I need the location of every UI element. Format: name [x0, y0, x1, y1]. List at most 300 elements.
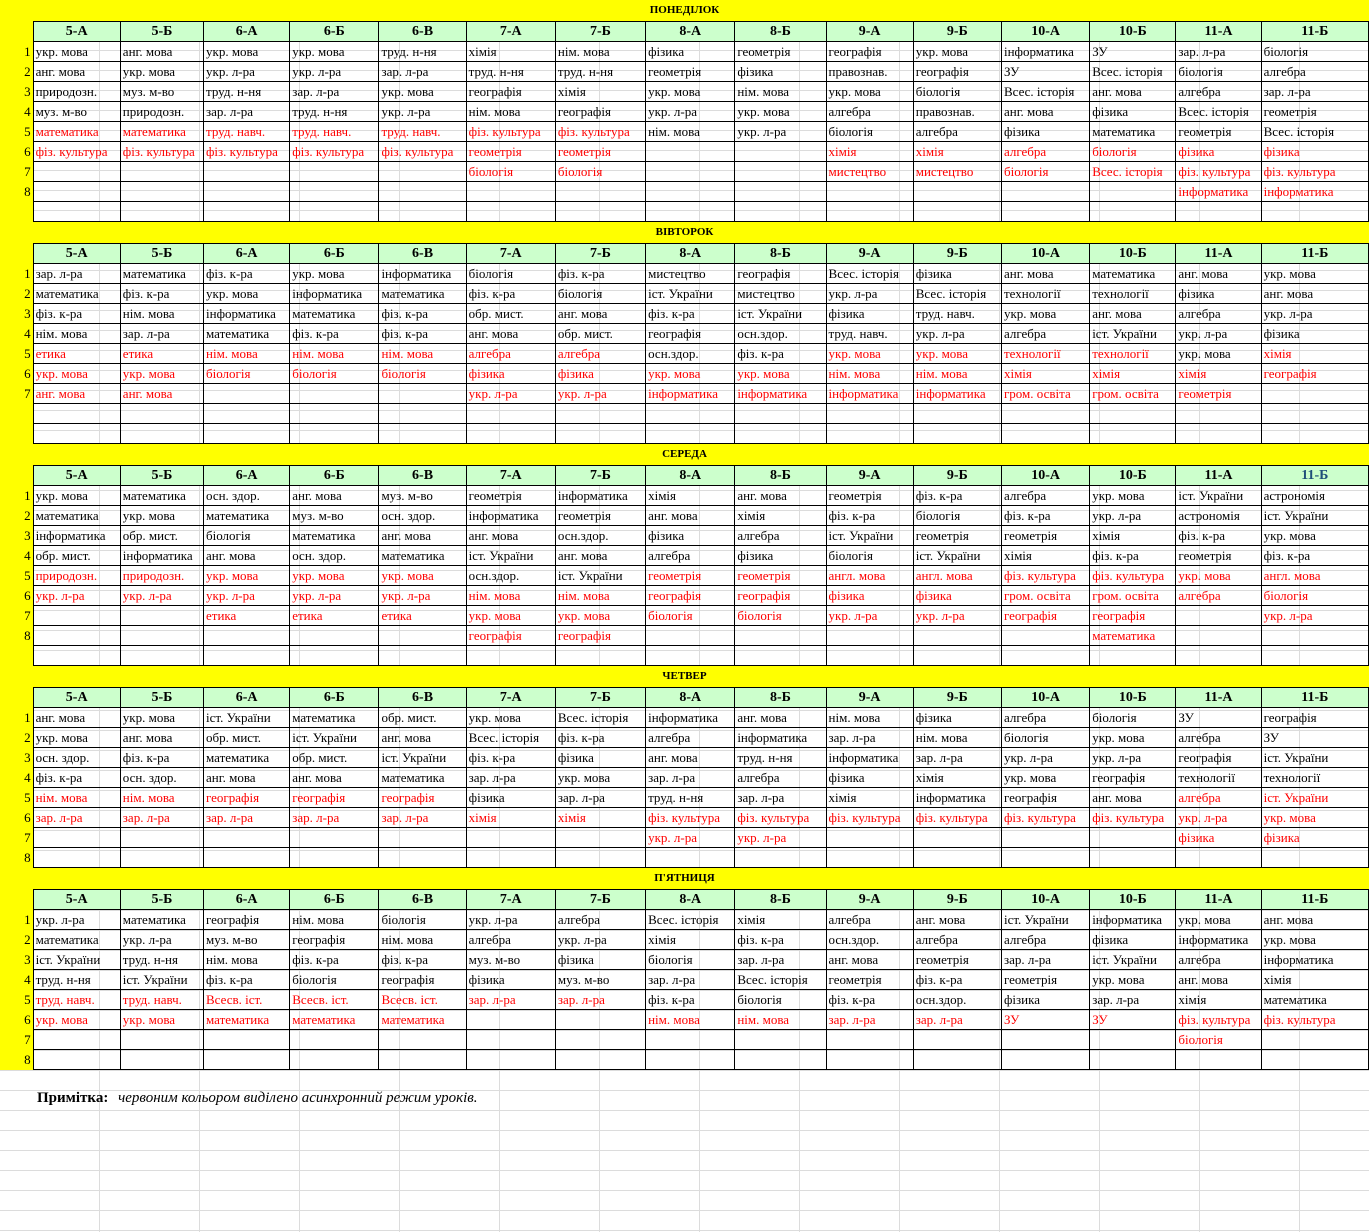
lesson-cell[interactable]: укр. л-ра [204, 586, 290, 606]
lesson-cell[interactable]: хімія [1090, 364, 1176, 384]
lesson-cell[interactable]: математика [33, 930, 120, 950]
lesson-cell[interactable]: фізика [826, 304, 913, 324]
lesson-cell[interactable]: алгебра [735, 526, 826, 546]
lesson-cell[interactable]: укр. мова [204, 284, 290, 304]
lesson-cell[interactable]: ЗУ [1176, 708, 1261, 728]
lesson-cell[interactable] [379, 1030, 466, 1050]
lesson-cell[interactable] [913, 848, 1001, 868]
lesson-cell[interactable]: алгебра [1176, 788, 1261, 808]
lesson-cell[interactable] [826, 828, 913, 848]
lesson-cell[interactable]: географія [1090, 768, 1176, 788]
lesson-cell[interactable]: анг. мова [120, 384, 203, 404]
lesson-cell[interactable] [290, 202, 379, 222]
lesson-cell[interactable]: географія [646, 324, 735, 344]
lesson-cell[interactable]: математика [379, 546, 466, 566]
lesson-cell[interactable]: укр. л-ра [290, 586, 379, 606]
lesson-cell[interactable]: технології [1090, 344, 1176, 364]
lesson-cell[interactable]: алгебра [1001, 142, 1089, 162]
lesson-cell[interactable]: фізика [1176, 284, 1261, 304]
lesson-cell[interactable] [646, 1030, 735, 1050]
lesson-cell[interactable]: анг. мова [735, 708, 826, 728]
lesson-cell[interactable] [204, 828, 290, 848]
lesson-cell[interactable]: астрономія [1261, 486, 1368, 506]
lesson-cell[interactable]: фіз. к-ра [555, 728, 645, 748]
lesson-cell[interactable]: обр. мист. [33, 546, 120, 566]
lesson-cell[interactable] [1176, 404, 1261, 424]
lesson-cell[interactable] [379, 162, 466, 182]
lesson-cell[interactable]: фіз. к-ра [466, 284, 555, 304]
lesson-cell[interactable] [646, 202, 735, 222]
lesson-cell[interactable]: укр. мова [379, 82, 466, 102]
lesson-cell[interactable]: іст. України [913, 546, 1001, 566]
lesson-cell[interactable]: фіз. к-ра [379, 304, 466, 324]
lesson-cell[interactable]: нім. мова [290, 910, 379, 930]
lesson-cell[interactable]: укр. мова [1090, 970, 1176, 990]
lesson-cell[interactable] [466, 202, 555, 222]
lesson-cell[interactable] [1090, 828, 1176, 848]
lesson-cell[interactable]: Всес. історія [826, 264, 913, 284]
lesson-cell[interactable]: укр. л-ра [826, 606, 913, 626]
lesson-cell[interactable]: хімія [1090, 526, 1176, 546]
lesson-cell[interactable]: природозн. [33, 566, 120, 586]
lesson-cell[interactable]: іст. України [466, 546, 555, 566]
lesson-cell[interactable]: геометрія [466, 142, 555, 162]
lesson-cell[interactable]: геометрія [1176, 122, 1261, 142]
lesson-cell[interactable] [290, 1050, 379, 1070]
lesson-cell[interactable]: математика [120, 486, 203, 506]
lesson-cell[interactable]: фіз. к-ра [1176, 526, 1261, 546]
lesson-cell[interactable]: муз. м-во [33, 102, 120, 122]
lesson-cell[interactable]: геометрія [1176, 546, 1261, 566]
lesson-cell[interactable]: зар. л-ра [379, 808, 466, 828]
lesson-cell[interactable]: фізика [1261, 828, 1368, 848]
lesson-cell[interactable]: укр. л-ра [1261, 304, 1368, 324]
lesson-cell[interactable]: фіз. к-ра [913, 486, 1001, 506]
lesson-cell[interactable] [826, 404, 913, 424]
lesson-cell[interactable]: математика [379, 284, 466, 304]
lesson-cell[interactable]: етика [379, 606, 466, 626]
lesson-cell[interactable]: укр. мова [913, 42, 1001, 62]
lesson-cell[interactable]: зар. л-ра [646, 768, 735, 788]
lesson-cell[interactable]: геометрія [1176, 384, 1261, 404]
lesson-cell[interactable]: труд. навч. [290, 122, 379, 142]
lesson-cell[interactable]: географія [1001, 788, 1089, 808]
lesson-cell[interactable]: фізика [1001, 990, 1089, 1010]
lesson-cell[interactable] [33, 646, 120, 666]
lesson-cell[interactable]: укр. л-ра [120, 586, 203, 606]
lesson-cell[interactable]: укр. мова [1261, 264, 1368, 284]
lesson-cell[interactable]: хімія [1001, 546, 1089, 566]
lesson-cell[interactable]: іст. України [204, 708, 290, 728]
lesson-cell[interactable] [646, 646, 735, 666]
lesson-cell[interactable]: правознав. [913, 102, 1001, 122]
lesson-cell[interactable] [913, 1050, 1001, 1070]
lesson-cell[interactable]: біологія [826, 546, 913, 566]
lesson-cell[interactable]: інформатика [1176, 182, 1261, 202]
lesson-cell[interactable] [826, 646, 913, 666]
lesson-cell[interactable]: інформатика [466, 506, 555, 526]
lesson-cell[interactable]: анг. мова [33, 384, 120, 404]
lesson-cell[interactable] [466, 182, 555, 202]
lesson-cell[interactable]: біологія [1001, 162, 1089, 182]
lesson-cell[interactable]: зар. л-ра [913, 748, 1001, 768]
lesson-cell[interactable]: алгебра [555, 344, 645, 364]
lesson-cell[interactable] [379, 384, 466, 404]
lesson-cell[interactable] [466, 1050, 555, 1070]
lesson-cell[interactable]: осн.здор. [826, 930, 913, 950]
lesson-cell[interactable] [33, 1050, 120, 1070]
lesson-cell[interactable] [913, 646, 1001, 666]
lesson-cell[interactable]: ЗУ [1261, 728, 1368, 748]
lesson-cell[interactable]: хімія [1261, 344, 1368, 364]
lesson-cell[interactable]: хімія [1176, 364, 1261, 384]
lesson-cell[interactable] [33, 404, 120, 424]
lesson-cell[interactable] [1090, 848, 1176, 868]
lesson-cell[interactable]: укр. мова [120, 708, 203, 728]
lesson-cell[interactable]: ЗУ [1001, 62, 1089, 82]
lesson-cell[interactable]: укр. мова [1261, 930, 1368, 950]
lesson-cell[interactable] [1090, 646, 1176, 666]
lesson-cell[interactable]: інформатика [913, 788, 1001, 808]
lesson-cell[interactable] [1001, 404, 1089, 424]
lesson-cell[interactable]: географія [555, 626, 645, 646]
lesson-cell[interactable]: укр. л-ра [826, 284, 913, 304]
lesson-cell[interactable] [204, 202, 290, 222]
lesson-cell[interactable]: анг. мова [204, 768, 290, 788]
lesson-cell[interactable]: нім. мова [466, 586, 555, 606]
lesson-cell[interactable]: біологія [555, 162, 645, 182]
lesson-cell[interactable]: укр. мова [913, 344, 1001, 364]
lesson-cell[interactable]: хімія [913, 142, 1001, 162]
lesson-cell[interactable]: труд. навч. [826, 324, 913, 344]
lesson-cell[interactable]: математика [204, 324, 290, 344]
lesson-cell[interactable]: географія [555, 102, 645, 122]
lesson-cell[interactable]: нім. мова [913, 364, 1001, 384]
lesson-cell[interactable]: технології [1261, 768, 1368, 788]
lesson-cell[interactable]: алгебра [1001, 708, 1089, 728]
lesson-cell[interactable]: геометрія [826, 970, 913, 990]
lesson-cell[interactable]: фіз. культура [555, 122, 645, 142]
lesson-cell[interactable]: зар. л-ра [826, 1010, 913, 1030]
lesson-cell[interactable]: фізика [555, 748, 645, 768]
lesson-cell[interactable] [1261, 424, 1368, 444]
lesson-cell[interactable] [1001, 848, 1089, 868]
lesson-cell[interactable] [555, 1010, 645, 1030]
lesson-cell[interactable]: фіз. к-ра [33, 304, 120, 324]
lesson-cell[interactable]: географія [204, 788, 290, 808]
lesson-cell[interactable] [204, 162, 290, 182]
lesson-cell[interactable]: математика [379, 768, 466, 788]
lesson-cell[interactable] [290, 162, 379, 182]
lesson-cell[interactable]: іст. України [290, 728, 379, 748]
lesson-cell[interactable]: фізика [1001, 122, 1089, 142]
lesson-cell[interactable]: зар. л-ра [646, 970, 735, 990]
lesson-cell[interactable] [120, 606, 203, 626]
lesson-cell[interactable]: інформатика [379, 264, 466, 284]
lesson-cell[interactable] [120, 1050, 203, 1070]
lesson-cell[interactable]: біологія [379, 364, 466, 384]
lesson-cell[interactable]: зар. л-ра [1176, 42, 1261, 62]
lesson-cell[interactable]: Всес. історія [1176, 102, 1261, 122]
lesson-cell[interactable]: фіз. культура [826, 808, 913, 828]
lesson-cell[interactable]: Всес. історія [466, 728, 555, 748]
lesson-cell[interactable]: географія [379, 788, 466, 808]
lesson-cell[interactable]: біологія [735, 990, 826, 1010]
lesson-cell[interactable]: геометрія [1001, 970, 1089, 990]
lesson-cell[interactable]: алгебра [1001, 486, 1089, 506]
lesson-cell[interactable]: іст. України [1261, 506, 1368, 526]
lesson-cell[interactable]: математика [290, 708, 379, 728]
lesson-cell[interactable]: укр. мова [1090, 486, 1176, 506]
lesson-cell[interactable]: етика [290, 606, 379, 626]
lesson-cell[interactable]: алгебра [646, 728, 735, 748]
lesson-cell[interactable]: англ. мова [913, 566, 1001, 586]
lesson-cell[interactable]: обр. мист. [466, 304, 555, 324]
lesson-cell[interactable]: математика [290, 304, 379, 324]
lesson-cell[interactable]: географія [466, 626, 555, 646]
lesson-cell[interactable] [379, 182, 466, 202]
lesson-cell[interactable]: хімія [826, 788, 913, 808]
lesson-cell[interactable]: анг. мова [1001, 102, 1089, 122]
lesson-cell[interactable]: труд. н-ня [555, 62, 645, 82]
lesson-cell[interactable]: укр. л-ра [1176, 324, 1261, 344]
lesson-cell[interactable]: гром. освіта [1001, 384, 1089, 404]
lesson-cell[interactable]: фіз. культура [1090, 566, 1176, 586]
lesson-cell[interactable] [735, 646, 826, 666]
lesson-cell[interactable]: математика [1090, 626, 1176, 646]
lesson-cell[interactable]: укр. мова [1176, 910, 1261, 930]
lesson-cell[interactable]: фізика [1261, 142, 1368, 162]
lesson-cell[interactable]: фіз. к-ра [120, 748, 203, 768]
lesson-cell[interactable]: інформатика [826, 748, 913, 768]
lesson-cell[interactable]: біологія [1176, 62, 1261, 82]
lesson-cell[interactable]: укр. л-ра [1090, 506, 1176, 526]
lesson-cell[interactable] [1090, 1050, 1176, 1070]
lesson-cell[interactable]: Всес. історія [646, 910, 735, 930]
lesson-cell[interactable]: біологія [1090, 142, 1176, 162]
lesson-cell[interactable]: фіз. к-ра [379, 950, 466, 970]
lesson-cell[interactable]: алгебра [913, 122, 1001, 142]
lesson-cell[interactable]: геометрія [646, 62, 735, 82]
lesson-cell[interactable]: біологія [1261, 42, 1368, 62]
lesson-cell[interactable]: геометрія [555, 142, 645, 162]
lesson-cell[interactable]: хімія [1261, 970, 1368, 990]
lesson-cell[interactable]: геометрія [735, 42, 826, 62]
lesson-cell[interactable]: алгебра [555, 910, 645, 930]
lesson-cell[interactable]: нім. мова [120, 304, 203, 324]
lesson-cell[interactable]: укр. л-ра [120, 930, 203, 950]
lesson-cell[interactable]: технології [1001, 344, 1089, 364]
lesson-cell[interactable]: фізика [913, 264, 1001, 284]
lesson-cell[interactable]: обр. мист. [555, 324, 645, 344]
lesson-cell[interactable]: муз. м-во [120, 82, 203, 102]
lesson-cell[interactable]: математика [120, 264, 203, 284]
lesson-cell[interactable] [1001, 646, 1089, 666]
lesson-cell[interactable]: зар. л-ра [33, 808, 120, 828]
lesson-cell[interactable]: фіз. к-ра [204, 970, 290, 990]
lesson-cell[interactable] [1261, 202, 1368, 222]
lesson-cell[interactable]: гром. освіта [1090, 586, 1176, 606]
lesson-cell[interactable]: фіз. культура [735, 808, 826, 828]
lesson-cell[interactable]: укр. л-ра [913, 606, 1001, 626]
lesson-cell[interactable]: географія [826, 42, 913, 62]
lesson-cell[interactable]: фіз. к-ра [913, 970, 1001, 990]
lesson-cell[interactable]: укр. л-ра [735, 828, 826, 848]
lesson-cell[interactable] [913, 1030, 1001, 1050]
lesson-cell[interactable]: фіз. к-ра [1090, 546, 1176, 566]
lesson-cell[interactable]: математика [1261, 990, 1368, 1010]
lesson-cell[interactable] [913, 182, 1001, 202]
lesson-cell[interactable] [204, 404, 290, 424]
lesson-cell[interactable] [913, 626, 1001, 646]
lesson-cell[interactable]: осн.здор. [646, 344, 735, 364]
lesson-cell[interactable] [466, 424, 555, 444]
lesson-cell[interactable] [646, 404, 735, 424]
lesson-cell[interactable] [466, 1010, 555, 1030]
lesson-cell[interactable]: мистецтво [735, 284, 826, 304]
lesson-cell[interactable]: анг. мова [466, 526, 555, 546]
lesson-cell[interactable] [1261, 626, 1368, 646]
lesson-cell[interactable]: анг. мова [735, 486, 826, 506]
lesson-cell[interactable]: анг. мова [826, 950, 913, 970]
lesson-cell[interactable]: нім. мова [379, 344, 466, 364]
lesson-cell[interactable]: укр. л-ра [913, 324, 1001, 344]
lesson-cell[interactable]: біологія [1090, 708, 1176, 728]
lesson-cell[interactable]: укр. мова [290, 42, 379, 62]
lesson-cell[interactable] [379, 848, 466, 868]
lesson-cell[interactable]: анг. мова [1261, 284, 1368, 304]
lesson-cell[interactable]: нім. мова [913, 728, 1001, 748]
lesson-cell[interactable]: анг. мова [1261, 910, 1368, 930]
lesson-cell[interactable]: укр. л-ра [33, 586, 120, 606]
lesson-cell[interactable]: етика [204, 606, 290, 626]
lesson-cell[interactable]: алгебра [1176, 586, 1261, 606]
lesson-cell[interactable]: фіз. культура [646, 808, 735, 828]
lesson-cell[interactable]: зар. л-ра [33, 264, 120, 284]
lesson-cell[interactable]: хімія [1001, 364, 1089, 384]
lesson-cell[interactable] [1001, 182, 1089, 202]
lesson-cell[interactable]: нім. мова [735, 1010, 826, 1030]
lesson-cell[interactable] [204, 424, 290, 444]
lesson-cell[interactable]: осн. здор. [33, 748, 120, 768]
lesson-cell[interactable]: укр. л-ра [466, 384, 555, 404]
lesson-cell[interactable]: правознав. [826, 62, 913, 82]
lesson-cell[interactable]: іст. України [646, 284, 735, 304]
lesson-cell[interactable]: зар. л-ра [826, 728, 913, 748]
lesson-cell[interactable]: мистецтво [913, 162, 1001, 182]
lesson-cell[interactable]: інформатика [120, 546, 203, 566]
lesson-cell[interactable] [120, 1030, 203, 1050]
lesson-cell[interactable]: анг. мова [913, 910, 1001, 930]
lesson-cell[interactable]: інформатика [646, 708, 735, 728]
lesson-cell[interactable]: нім. мова [466, 102, 555, 122]
lesson-cell[interactable]: іст. України [1090, 324, 1176, 344]
lesson-cell[interactable]: технології [1090, 284, 1176, 304]
lesson-cell[interactable]: нім. мова [826, 364, 913, 384]
lesson-cell[interactable]: інформатика [1261, 950, 1368, 970]
lesson-cell[interactable]: геометрія [913, 950, 1001, 970]
lesson-cell[interactable]: осн.здор. [735, 324, 826, 344]
lesson-cell[interactable] [646, 1050, 735, 1070]
lesson-cell[interactable] [826, 424, 913, 444]
lesson-cell[interactable]: фіз. к-ра [120, 284, 203, 304]
lesson-cell[interactable]: інформатика [913, 384, 1001, 404]
lesson-cell[interactable]: фізика [826, 586, 913, 606]
lesson-cell[interactable]: укр. мова [120, 364, 203, 384]
lesson-cell[interactable]: інформатика [826, 384, 913, 404]
lesson-cell[interactable]: математика [204, 748, 290, 768]
lesson-cell[interactable] [826, 202, 913, 222]
lesson-cell[interactable]: укр. мова [33, 728, 120, 748]
lesson-cell[interactable]: геометрія [735, 566, 826, 586]
lesson-cell[interactable]: іст. України [379, 748, 466, 768]
lesson-cell[interactable] [204, 384, 290, 404]
lesson-cell[interactable] [379, 1050, 466, 1070]
lesson-cell[interactable]: географія [735, 264, 826, 284]
lesson-cell[interactable]: біологія [735, 606, 826, 626]
lesson-cell[interactable]: анг. мова [1090, 304, 1176, 324]
lesson-cell[interactable]: фізика [735, 546, 826, 566]
lesson-cell[interactable]: хімія [735, 506, 826, 526]
lesson-cell[interactable] [646, 848, 735, 868]
lesson-cell[interactable]: біологія [1261, 586, 1368, 606]
lesson-cell[interactable]: анг. мова [379, 526, 466, 546]
lesson-cell[interactable]: укр. л-ра [646, 828, 735, 848]
lesson-cell[interactable]: Всес. історія [1090, 62, 1176, 82]
lesson-cell[interactable]: зар. л-ра [735, 788, 826, 808]
lesson-cell[interactable]: анг. мова [555, 546, 645, 566]
lesson-cell[interactable]: біологія [555, 284, 645, 304]
lesson-cell[interactable] [1001, 1050, 1089, 1070]
lesson-cell[interactable] [290, 182, 379, 202]
lesson-cell[interactable]: фізика [466, 364, 555, 384]
lesson-cell[interactable]: алгебра [826, 102, 913, 122]
lesson-cell[interactable]: укр. мова [204, 42, 290, 62]
lesson-cell[interactable]: укр. мова [379, 566, 466, 586]
lesson-cell[interactable] [1001, 828, 1089, 848]
lesson-cell[interactable] [826, 848, 913, 868]
lesson-cell[interactable]: фіз. к-ра [204, 264, 290, 284]
lesson-cell[interactable] [379, 828, 466, 848]
lesson-cell[interactable]: зар. л-ра [1261, 82, 1368, 102]
lesson-cell[interactable] [555, 202, 645, 222]
lesson-cell[interactable]: географія [1261, 364, 1368, 384]
lesson-cell[interactable]: анг. мова [1090, 788, 1176, 808]
lesson-cell[interactable]: укр. л-ра [1176, 808, 1261, 828]
lesson-cell[interactable] [379, 404, 466, 424]
lesson-cell[interactable]: географія [1261, 708, 1368, 728]
lesson-cell[interactable] [33, 1030, 120, 1050]
lesson-cell[interactable] [120, 848, 203, 868]
lesson-cell[interactable]: нім. мова [120, 788, 203, 808]
lesson-cell[interactable]: фіз. культура [1090, 808, 1176, 828]
lesson-cell[interactable]: фіз. к-ра [466, 748, 555, 768]
lesson-cell[interactable] [120, 646, 203, 666]
lesson-cell[interactable]: інформатика [646, 384, 735, 404]
lesson-cell[interactable]: природозн. [33, 82, 120, 102]
lesson-cell[interactable] [379, 626, 466, 646]
lesson-cell[interactable]: іст. України [735, 304, 826, 324]
lesson-cell[interactable]: біологія [826, 122, 913, 142]
lesson-cell[interactable]: зар. л-ра [204, 808, 290, 828]
lesson-cell[interactable]: укр. мова [466, 708, 555, 728]
lesson-cell[interactable]: нім. мова [204, 344, 290, 364]
lesson-cell[interactable]: нім. мова [555, 586, 645, 606]
lesson-cell[interactable]: хімія [466, 42, 555, 62]
lesson-cell[interactable] [735, 1050, 826, 1070]
lesson-cell[interactable] [555, 1030, 645, 1050]
lesson-cell[interactable]: труд. н-ня [735, 748, 826, 768]
